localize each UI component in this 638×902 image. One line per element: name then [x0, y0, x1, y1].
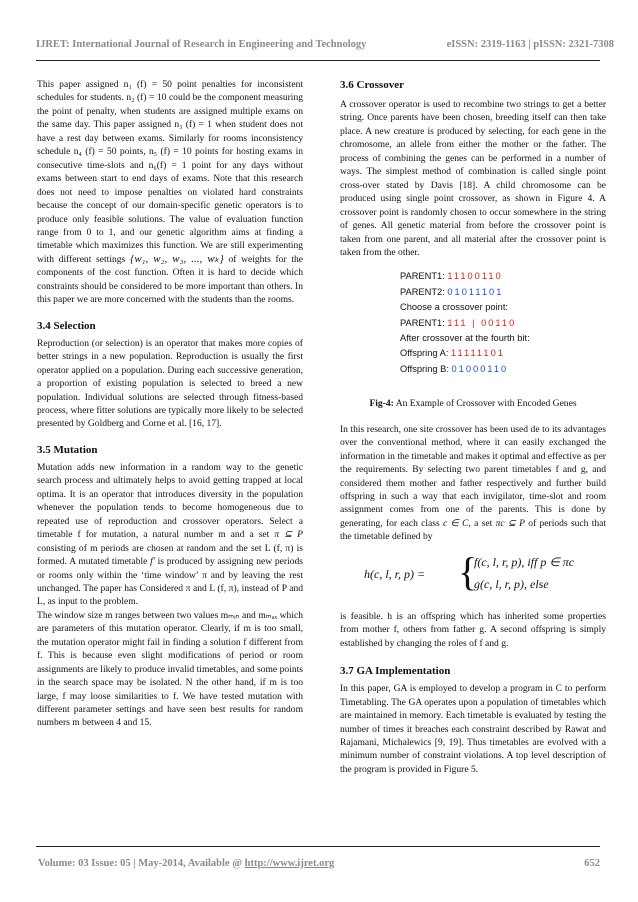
heading-selection: 3.4 Selection [37, 319, 96, 332]
journal-header [30, 39, 614, 53]
issn: eISSN: 2319-1163 | pISSN: 2321-7308 [446, 39, 614, 50]
offspring-equation: h(c, l, r, p) = { f(c, l, r, p), iff p ∈ πc g(c, l, r, p), else [364, 548, 575, 594]
figure-line-choose: Choose a crossover point: [400, 302, 509, 313]
figure-line-offspring-a: Offspring A: 11111101 [400, 348, 505, 359]
journal-title: IJRET: International Journal of Research in Engineering and Technology [36, 39, 367, 50]
page-footer [38, 858, 600, 869]
page-number: 652 [584, 858, 600, 869]
figure-line-after: After crossover at the fourth bit: [400, 333, 530, 344]
paragraph-crossover: A crossover operator is used to recombine two strings to get a better string. Once parents have been chosen, breeding itself can then take place. A new creature is produced by selecting, for each gene in the chromosome, an allele from either the mother or the father. The process of combining the genes can be performed in a number of ways. The simplest method of combination is called single point cross-over stated by Davis [18]. A child chromosome can be produced using single point crossover, as shown in Figure 4. A crossover point is randomly chosen to occur somewhere in the string of genes. All genetic material from before the crossover point is taken from one parent, and all material after the crossover point is taken from the other. [340, 99, 606, 258]
left-column [37, 78, 303, 730]
figure-caption: Fig-4: An Example of Crossover with Encoded Genes [369, 398, 577, 410]
paragraph-one-site: In this research, one site crossover has been used de to its advantages over the conventional method, where it can easily exchanged the information in the timetable and makes it optimal and effective as per the requirements. By selecting two parent timetables f and g, and considered them mother and father respectively and further build offspring in such a way that each invigilator, time-slot and room assignment comes from one of the parents. This is done by generating, for each class c ∈ C, a set πc ⊆ P of periods such that the timetable defined by [340, 423, 607, 543]
paragraph-selection: Reproduction (or selection) is an operator that makes more copies of better strings in a new population. Reproduction is usually the first operator applied on a population. During each successive generation, a proportion of existing population is selected to breed a new population. Individual solutions are selected through fitness-based process, where fitter solutions are typically more likely to be selected presented by Goldberg and Corne et al. [16, 17]. [37, 337, 303, 430]
heading-crossover: 3.6 Crossover [340, 79, 404, 91]
figure-line-split: PARENT1: 111 | 00110 [400, 317, 517, 328]
paragraph-mutation-2: The window size m ranges between two values mₘᵢₙ and mₘₐₓ which are parameters of this mutation operator. Clearly, if m is too small, the mutation operator might fail in finding a solution f different from f. This is because even slight modifications of period or room assignments are likely to produce invalid timetables, and some points in the search space may be isolated. N the other hand, if m is too large, f may loose similarities to f. We have tested mutation with different parameter settings and have seen best results for random numbers m between 4 and 15. [37, 609, 303, 729]
heading-ga-implementation: 3.7 GA Implementation [340, 665, 451, 678]
right-column [340, 78, 606, 776]
paragraph-mutation-1: Mutation adds new information in a random way to the genetic search process and ultimately helps to avoid getting trapped at local optima. It is an operator that introduces diversity in the population whenever the population tends to become homogeneous due to repeated use of reproduction and crossover operators. Select a timetable f for mutation, a natural number m and a set π ⊆ P consisting of m periods are chosen at random and the set L (f, π) is formed. A mutated timetable f′ is produced by assigning new periods or rooms only within the ‘time window’ π and by leaving the rest unchanged. The paper has Considered π and L (f, π), instead of P and L, as input to the problem. [37, 461, 303, 608]
crossover-figure [400, 269, 606, 377]
figure-line-parent2: PARENT2: 01011101 [400, 286, 504, 297]
paragraph-feasible: is feasible. h is an offspring which has inherited some properties from mother f, others from father g. A second offspring is simply established by changing the roles of f and g. [340, 610, 606, 649]
footer-rule [36, 846, 600, 847]
header-rule [36, 60, 600, 61]
volume-info: Volume: 03 Issue: 05 | May-2014, Available @ [38, 858, 245, 869]
journal-link[interactable]: http://www.ijret.org [244, 858, 335, 869]
figure-line-offspring-b: Offspring B: 01000110 [400, 363, 509, 374]
heading-mutation: 3.5 Mutation [37, 443, 98, 456]
paragraph-penalties: This paper assigned n₁ (f) = 50 point penalties for inconsistent schedules for students. n₂ (f) = 10 could be the component measuring the point of penalty, when students are assigned multiple exams on the same day. This paper assigned n₃ (f) = 1 when student does not have a rest day between exams. Similarly for rooms inconsistency schedule n₄ (f) = 50 points, n₅ (f) = 10 points for hosting exams in consecutive time-slots and n₆(f) = 1 point for any days without exams between start to end days of exams. Note that this research does not need to impose penalties on violated hard constraints because the concept of our domain-specific genetic operators is to produce only feasible solutions. The value of evaluation function range from 0 to 1, and our genetic algorithm aims at finding a timetable which maximizes this function. We are still experimenting with different settings {w₁, w₂, w₃, ..., wₖ} of weights for the components of the cost function. Often it is hard to decide which constraints should be considered to be more important than others. In this paper we are more concerned with the students than the rooms. [37, 79, 303, 306]
paragraph-ga: In this paper, GA is employed to develop a program in C to perform Timetabling. The GA operates upon a population of timetables which are maintained in memory. Each timetable is evaluated by testing the number of times it breaches each constraint described by Rawat and Rajamani, Michalewics [9, 19]. Thus timetables are evolved with a minimum number of constraint violations. A top level description of the program is provided in Figure 5. [340, 683, 606, 775]
figure-line-parent1: PARENT1: 11100110 [400, 271, 503, 282]
weights-set: {w₁, w₂, w₃, ..., wₖ} [129, 252, 224, 265]
